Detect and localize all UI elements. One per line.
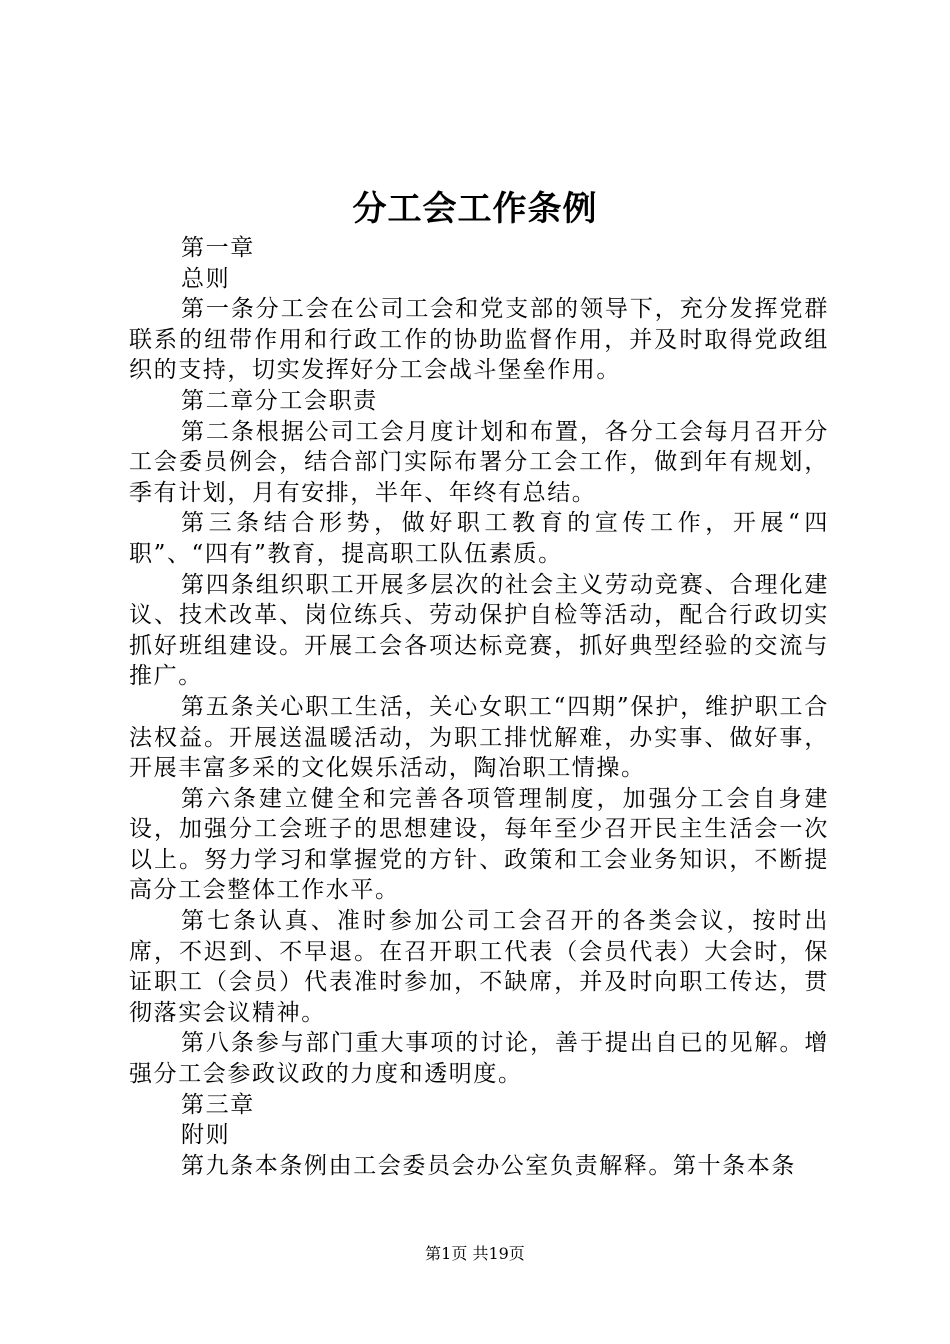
article-2: 第二条根据公司工会月度计划和布置，各分工会每月召开分工会委员例会，结合部门实际布署分工会工作，做到年有规划，季有计划，月有安排，半年、年终有总结。	[129, 418, 829, 506]
article-7: 第七条认真、准时参加公司工会召开的各类会议，按时出席，不迟到、不早退。在召开职工代表（会员代表）大会时，保证职工（会员）代表准时参加，不缺席，并及时向职工传达，贯彻落实会议精神。	[129, 908, 829, 1026]
article-8: 第八条参与部门重大事项的讨论，善于提出自已的见解。增强分工会参政议政的力度和透明度。	[129, 1030, 829, 1088]
chapter-1-subheading: 总则	[181, 265, 231, 292]
article-5: 第五条关心职工生活，关心女职工“四期”保护，维护职工合法权益。开展送温暖活动，为职工排忧解难，办实事、做好事，开展丰富多采的文化娱乐活动，陶冶职工情操。	[129, 693, 829, 782]
article-9: 第九条本条例由工会委员会办公室负责解释。第十条本条	[181, 1152, 796, 1179]
article-3: 第三条结合形势，做好职工教育的宣传工作，开展“四职”、“四有”教育，提高职工队伍素质。	[129, 510, 829, 567]
document-title: 分工会工作条例	[352, 189, 598, 229]
article-1: 第一条分工会在公司工会和党支部的领导下，充分发挥党群联系的纽带作用和行政工作的协助监督作用，并及时取得党政组织的支持，切实发挥好分工会战斗堡垒作用。	[129, 296, 829, 384]
page-footer: 第1页 共19页	[425, 1244, 525, 1263]
document-body	[129, 233, 829, 1181]
chapter-3-subheading: 附则	[181, 1122, 231, 1149]
article-6: 第六条建立健全和完善各项管理制度，加强分工会自身建设，加强分工会班子的思想建设，每年至少召开民主生活会一次以上。努力学习和掌握党的方针、政策和工会业务知识，不断提高分工会整体工作水平。	[129, 785, 829, 904]
chapter-2-heading: 第二章分工会职责	[181, 387, 378, 414]
chapter-3-heading: 第三章	[181, 1091, 255, 1118]
chapter-1-heading: 第一章	[181, 235, 255, 261]
article-4: 第四条组织职工开展多层次的社会主义劳动竞赛、合理化建议、技术改革、岗位练兵、劳动保护自检等活动，配合行政切实抓好班组建设。开展工会各项达标竞赛，抓好典型经验的交流与推广。	[129, 571, 829, 690]
